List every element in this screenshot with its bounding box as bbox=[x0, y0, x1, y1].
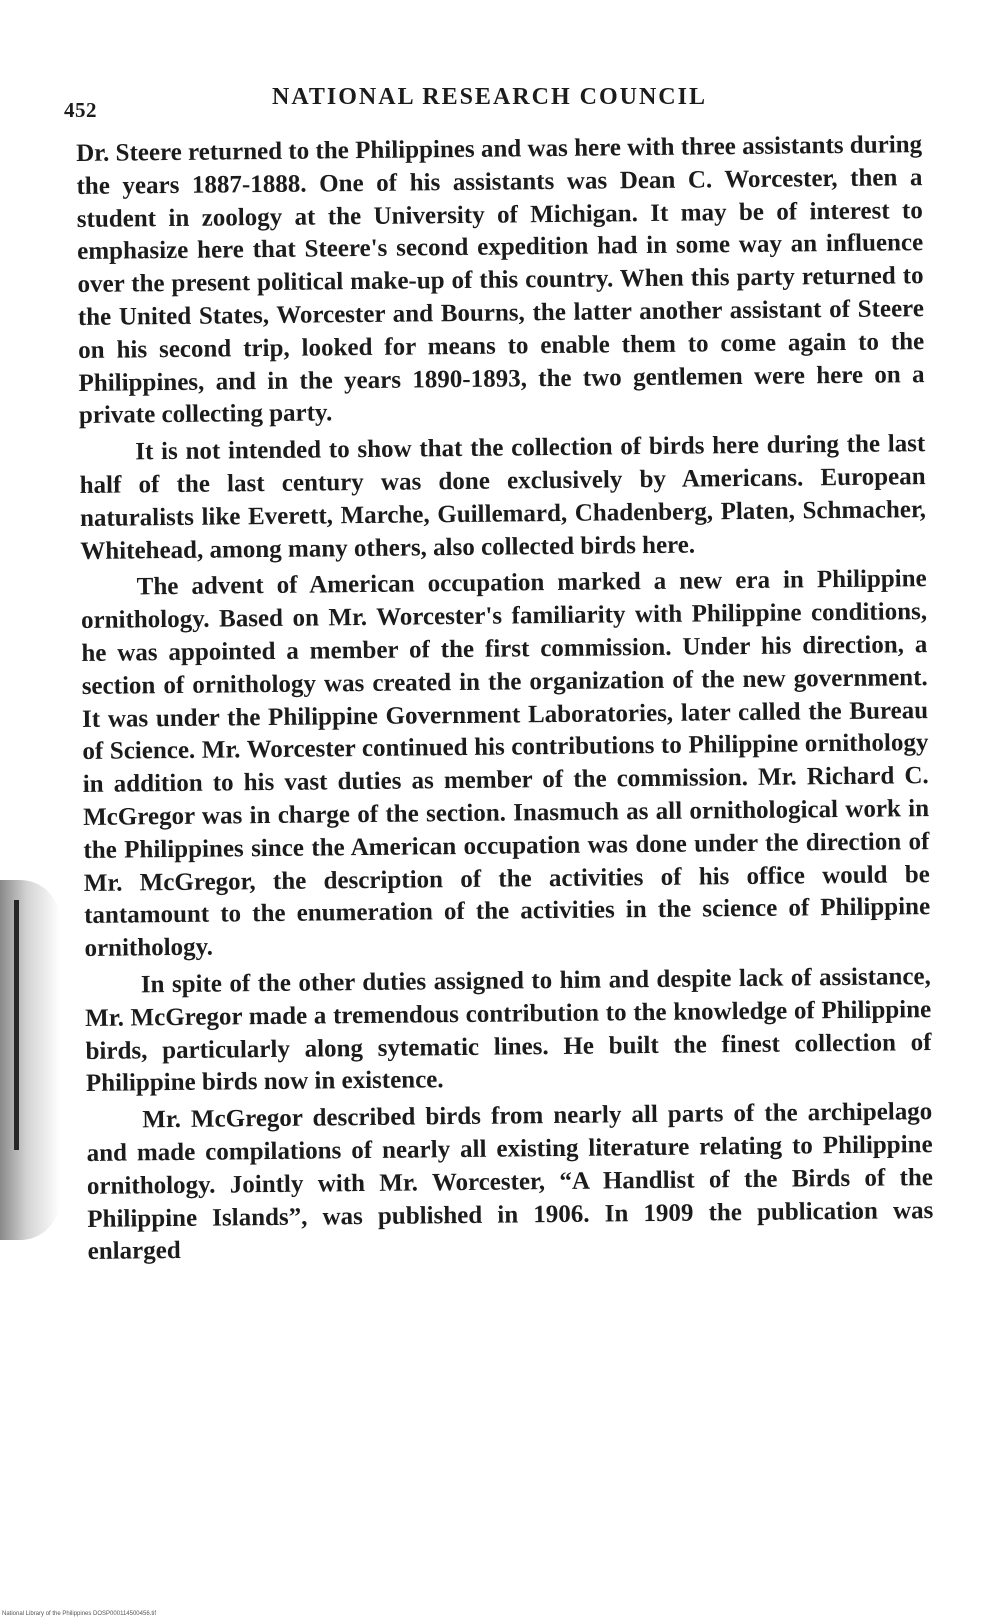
paragraph-2: It is not intended to show that the collection of birds here during the last half of the last century was done exclusively by Americans. European naturalists like Everett, Marche, Guillemard, Chadenberg, Platen, Schmacher, Whitehead, among many others, also collected birds here. bbox=[79, 430, 927, 565]
paragraph-4: In spite of the other duties assigned to him and despite lack of assistance, Mr. McGregor made a tremendous contribution to the knowledge of Philippine birds, particularly along sytematic lines. He built the finest collection of Philippine birds now in existence. bbox=[85, 963, 932, 1098]
body-text bbox=[76, 129, 934, 1269]
running-head: NATIONAL RESEARCH COUNCIL bbox=[272, 84, 707, 110]
scan-credit: National Library of the Philippines DOSP000114500456.tif bbox=[2, 1611, 156, 1617]
page-number: 452 bbox=[64, 98, 97, 122]
page-header bbox=[60, 84, 920, 120]
binding-edge-line bbox=[14, 900, 19, 1150]
paragraph-1: Dr. Steere returned to the Philippines and was here with three assistants during the years 1887-1888. One of his assistants was Dean C. Worcester, then a student in zoology at the University of Michigan. It may be of interest to emphasize here that Steere's second expedition had in some way an influence over the present political make-up of this country. When this party returned to the United States, Worcester and Bourns, the latter another assistant of Steere on his second trip, looked for means to enable them to come again to the Philippines, and in the years 1890-1893, the two gentlemen were here on a private collecting party. bbox=[76, 131, 925, 430]
paragraph-3: The advent of American occupation marked a new era in Philippine ornithology. Based on Mr. Worcester's familiarity with Philippine conditions, he was appointed a member of the first commission. Under his direction, a section of ornithology was created in the organization of the new government. It was under the Philippine Government Laboratories, later called the Bureau of Science. Mr. Worcester continued his contributions to Philippine ornithology in addition to his vast duties as member of the commission. Mr. Richard C. McGregor was in charge of the section. Inasmuch as all ornithological work in the Philippines since the American occupation was done under the direction of Mr. McGregor, the description of the activities of his office would be tantamount to the enumeration of the activities in the science of Philippine ornithology. bbox=[80, 565, 931, 963]
binding-shadow bbox=[0, 880, 60, 1240]
paragraph-5: Mr. McGregor described birds from nearly all parts of the archipelago and made compilations of nearly all existing literature relating to Philippine ornithology. Jointly with Mr. Worcester, “A Handlist of the Birds of the Philippine Islands”, was published in 1906. In 1909 the publication was enlarged bbox=[86, 1098, 934, 1266]
